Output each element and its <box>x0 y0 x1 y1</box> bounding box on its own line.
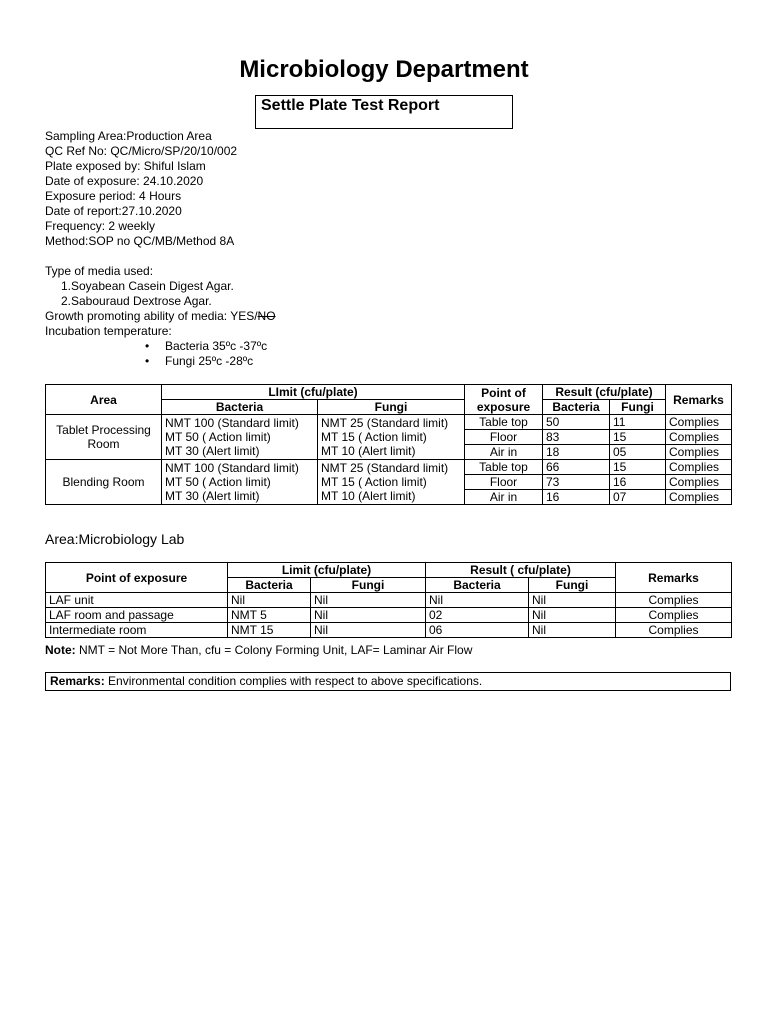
method: Method:SOP no QC/MB/Method 8A <box>45 234 235 248</box>
point-cell: Floor <box>465 430 543 445</box>
table-row <box>46 608 732 623</box>
remarks-cell: Complies <box>616 593 732 608</box>
remarks-box <box>45 672 731 691</box>
point-cell: Floor <box>465 475 543 490</box>
result-fungi-cell: Nil <box>529 593 616 608</box>
header-limit-fungi: Fungi <box>311 578 426 593</box>
limit-line: MT 30 (Alert limit) <box>165 489 260 503</box>
result-fungi-cell: 07 <box>610 490 666 505</box>
area-name: Blending Room <box>46 460 162 505</box>
header-point: Point of exposure <box>46 563 228 593</box>
point-cell: Intermediate room <box>46 623 228 638</box>
limit-bacteria-cell <box>162 415 318 460</box>
remarks-cell: Complies <box>666 475 732 490</box>
header-result-fungi: Fungi <box>529 578 616 593</box>
incubation-temperature: Incubation temperature: <box>45 324 172 338</box>
table-row <box>46 593 732 608</box>
microbiology-lab-table <box>45 562 732 638</box>
growth-prefix: Growth promoting ability of media: YES/ <box>45 309 258 323</box>
remarks-cell: Complies <box>666 415 732 430</box>
header-limit: LImit (cfu/plate) <box>162 385 465 400</box>
result-bacteria-cell: 66 <box>543 460 610 475</box>
limit-fungi-cell <box>318 415 465 460</box>
note-line <box>45 643 472 657</box>
growth-promoting <box>45 309 725 324</box>
bullet-fungi: • Fungi 25ºc -28ºc <box>145 354 725 369</box>
remarks-cell: Complies <box>666 490 732 505</box>
point-cell: LAF room and passage <box>46 608 228 623</box>
result-fungi-cell: Nil <box>529 623 616 638</box>
note-label: Note: <box>45 643 76 657</box>
note-text: NMT = Not More Than, cfu = Colony Forming Unit, LAF= Laminar Air Flow <box>75 643 473 657</box>
limit-line: MT 50 ( Action limit) <box>165 430 271 444</box>
limit-bacteria-cell: NMT 5 <box>228 608 311 623</box>
limit-line: NMT 100 (Standard limit) <box>165 461 299 475</box>
remarks-cell: Complies <box>616 623 732 638</box>
result-bacteria-cell: 02 <box>426 608 529 623</box>
result-bacteria-cell: 83 <box>543 430 610 445</box>
header-limit-bacteria: Bacteria <box>162 400 318 415</box>
exposure-period: Exposure period: 4 Hours <box>45 189 182 203</box>
result-fungi-cell: 05 <box>610 445 666 460</box>
header-result: Result (cfu/plate) <box>543 385 666 400</box>
limit-line: MT 10 (Alert limit) <box>321 489 416 503</box>
point-cell: Table top <box>465 460 543 475</box>
result-bacteria-cell: 18 <box>543 445 610 460</box>
media-item-1: 1.Soyabean Casein Digest Agar. <box>61 279 234 293</box>
remarks-label: Remarks: <box>50 674 105 688</box>
result-bacteria-cell: 16 <box>543 490 610 505</box>
date-of-report: Date of report:27.10.2020 <box>45 204 182 218</box>
remarks-cell: Complies <box>666 460 732 475</box>
result-fungi-cell: Nil <box>529 608 616 623</box>
table-row <box>46 623 732 638</box>
limit-line: NMT 25 (Standard limit) <box>321 461 449 475</box>
bullet-bacteria: • Bacteria 35ºc -37ºc <box>145 339 725 354</box>
table-row <box>46 415 732 430</box>
point-cell: LAF unit <box>46 593 228 608</box>
limit-line: MT 10 (Alert limit) <box>321 444 416 458</box>
result-fungi-cell: 11 <box>610 415 666 430</box>
header-result-fungi: Fungi <box>610 400 666 415</box>
limit-fungi-cell: Nil <box>311 608 426 623</box>
result-bacteria-cell: 06 <box>426 623 529 638</box>
header-point: Point of exposure <box>465 385 543 415</box>
limit-line: MT 30 (Alert limit) <box>165 444 260 458</box>
limit-line: NMT 25 (Standard limit) <box>321 416 449 430</box>
report-subtitle: Settle Plate Test Report <box>261 97 440 114</box>
point-cell: Air in <box>465 490 543 505</box>
remarks-cell: Complies <box>616 608 732 623</box>
report-subtitle-box <box>255 95 513 129</box>
remarks-text: Environmental condition complies with respect to above specifications. <box>104 674 483 688</box>
date-of-exposure: Date of exposure: 24.10.2020 <box>45 174 204 188</box>
limit-bacteria-cell: Nil <box>228 593 311 608</box>
header-area: Area <box>46 385 162 415</box>
point-cell: Table top <box>465 415 543 430</box>
remarks-cell: Complies <box>666 445 732 460</box>
limit-fungi-cell: Nil <box>311 623 426 638</box>
limit-fungi-cell: Nil <box>311 593 426 608</box>
limit-bacteria-cell: NMT 15 <box>228 623 311 638</box>
header-limit-bacteria: Bacteria <box>228 578 311 593</box>
qc-ref: QC Ref No: QC/Micro/SP/20/10/002 <box>45 144 238 158</box>
page-title: Microbiology Department <box>239 56 529 83</box>
temperature-list <box>45 339 725 369</box>
exposed-by: Plate exposed by: Shiful Islam <box>45 159 206 173</box>
header-result: Result ( cfu/plate) <box>426 563 616 578</box>
remarks-cell: Complies <box>666 430 732 445</box>
media-title: Type of media used: <box>45 264 154 278</box>
header-result-bacteria: Bacteria <box>543 400 610 415</box>
limit-bacteria-cell <box>162 460 318 505</box>
limit-line: MT 50 ( Action limit) <box>165 475 271 489</box>
header-remarks: Remarks <box>616 563 732 593</box>
production-area-table <box>45 384 732 505</box>
header-limit: Limit (cfu/plate) <box>228 563 426 578</box>
report-info <box>45 129 725 369</box>
header-limit-fungi: Fungi <box>318 400 465 415</box>
header-remarks: Remarks <box>666 385 732 415</box>
limit-line: MT 15 ( Action limit) <box>321 475 427 489</box>
area-name: Tablet Processing Room <box>46 415 162 460</box>
area-microbiology-lab-label: Area:Microbiology Lab <box>45 531 185 547</box>
result-bacteria-cell: Nil <box>426 593 529 608</box>
result-fungi-cell: 15 <box>610 430 666 445</box>
header-result-bacteria: Bacteria <box>426 578 529 593</box>
limit-line: NMT 100 (Standard limit) <box>165 416 299 430</box>
growth-struck: NO <box>257 309 276 323</box>
result-fungi-cell: 15 <box>610 460 666 475</box>
sampling-area: Sampling Area:Production Area <box>45 129 212 143</box>
table-row <box>46 460 732 475</box>
point-cell: Air in <box>465 445 543 460</box>
result-bacteria-cell: 73 <box>543 475 610 490</box>
result-fungi-cell: 16 <box>610 475 666 490</box>
media-item-2: 2.Sabouraud Dextrose Agar. <box>61 294 212 308</box>
limit-line: MT 15 ( Action limit) <box>321 430 427 444</box>
result-bacteria-cell: 50 <box>543 415 610 430</box>
limit-fungi-cell <box>318 460 465 505</box>
frequency: Frequency: 2 weekly <box>45 219 156 233</box>
